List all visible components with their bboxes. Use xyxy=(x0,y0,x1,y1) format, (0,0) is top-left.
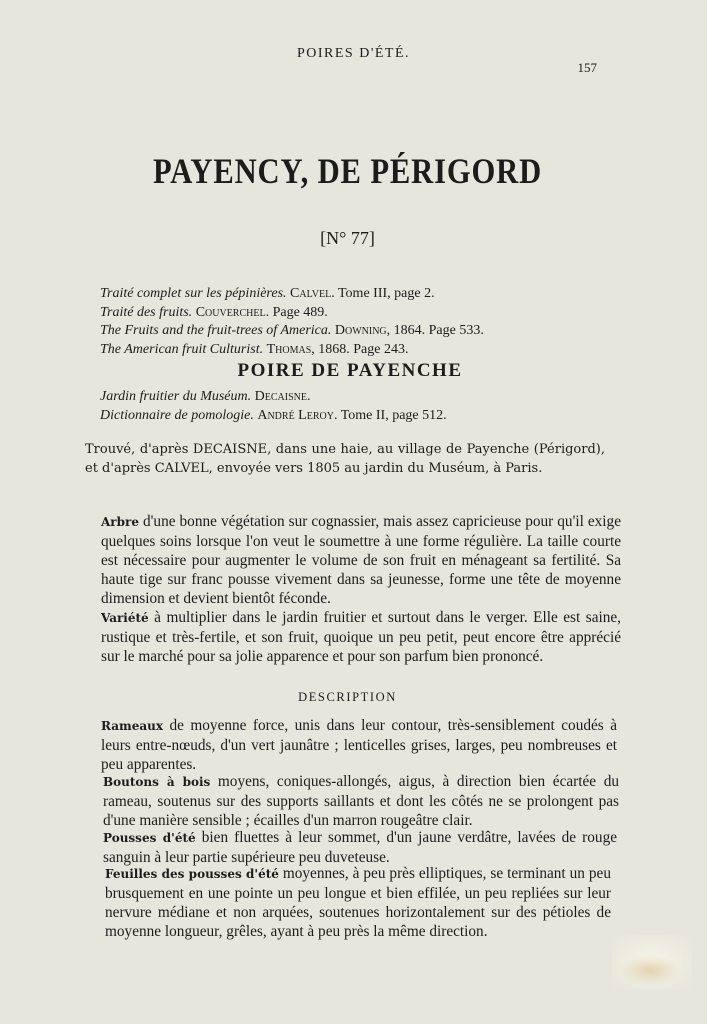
reference-details: Tome II, page 512. xyxy=(340,407,447,423)
variety-title: PAYENCY, DE PÉRIGORD xyxy=(152,151,543,191)
paragraph-lead: Variété xyxy=(101,611,149,625)
paragraph-text: bien fluettes à leur sommet, d'un jaune verdâtre, lavées de rouge sanguin à leur partie supérieure peu duveteuse. xyxy=(103,829,618,866)
reference-line xyxy=(100,322,620,341)
reference-author: Calvel. xyxy=(290,286,335,301)
page-number: 157 xyxy=(577,60,597,75)
reference-work: Dictionnaire de pomologie. xyxy=(100,407,254,423)
paragraph-lead: Rameaux xyxy=(101,719,164,733)
reference-author: Downing, xyxy=(334,323,391,338)
reference-author: Couverchel. xyxy=(195,304,270,320)
reference-details: 1868. Page 243. xyxy=(318,341,409,357)
stamp-mark xyxy=(620,955,680,985)
reference-author: Thomas, xyxy=(266,341,315,357)
paragraph-text: d'une bonne végétation sur cognassier, mais assez capricieuse pour qu'il exige quelques soins lorsque l'on veut le soumettre à une forme régulière. La taille courte est nécessaire pour augmenter le volume de son fruit en ménageant sa fertilité. Sa haute tige sur franc pousse vivement dans sa jeunesse, forme une tête de moyenne dimension et devient bientôt féconde. xyxy=(101,513,621,607)
variete-paragraph xyxy=(85,608,621,666)
reference-work: Jardin fruitier du Muséum. xyxy=(100,389,252,404)
running-header: POIRES D'ÉTÉ. xyxy=(296,46,411,61)
paragraph-lead: Arbre xyxy=(101,515,139,529)
reference-author: André Leroy. xyxy=(257,407,338,423)
paragraph-text: à multiplier dans le jardin fruitier et surtout dans le verger. Elle est saine, rustique et très-fertile, et son fruit, quoique un peu petit, peut encore être apprécié sur le marché pour sa jolie apparence et pour son parfum bien prononcé. xyxy=(101,609,621,665)
boutons-paragraph xyxy=(87,772,619,830)
paragraph-text: moyens, coniques-allongés, aigus, à direction bien écartée du rameau, soutenus sur des supports saillants et dont les côtés ne se prolongent pas d'une manière sensible ; écailles d'un marron rougeâtre clair. xyxy=(103,773,619,829)
reference-line xyxy=(100,341,620,360)
reference-work: The Fruits and the fruit-trees of America. xyxy=(100,323,332,338)
references-list xyxy=(100,285,620,359)
paragraph-text: de moyenne force, unis dans leur contour, très-sensiblement coudés à leurs entre-nœuds, d'un vert jaunâtre ; lenticelles grises, larges, peu nombreuses et peu apparentes. xyxy=(101,717,617,773)
synonym-title: POIRE DE PAYENCHE xyxy=(237,360,463,381)
reference-line xyxy=(100,304,620,323)
paragraph-lead: Feuilles des pousses d'été xyxy=(105,867,279,881)
paragraph-text: moyennes, à peu près elliptiques, se terminant un peu brusquement en une pointe un peu longue et bien effilée, un peu repliées sur leur nervure médiane et non arquées, soutenues horizontalement sur des pétioles de moyenne longueur, grêles, ayant à peu près la même direction. xyxy=(105,865,611,940)
feuilles-paragraph xyxy=(89,864,611,941)
description-heading: DESCRIPTION xyxy=(298,690,397,704)
reference-author: Decaisne. xyxy=(254,389,311,404)
reference-line xyxy=(100,285,620,304)
reference-line xyxy=(100,407,620,426)
reference-details: Page 489. xyxy=(272,304,328,320)
arbre-paragraph xyxy=(85,512,621,608)
reference-details: 1864. Page 533. xyxy=(393,323,484,338)
paragraph-lead: Pousses d'été xyxy=(103,831,196,845)
pousses-paragraph xyxy=(87,828,617,867)
variety-number: [N° 77] xyxy=(320,228,375,248)
reference-line xyxy=(100,388,620,407)
paragraph-lead: Boutons à bois xyxy=(103,775,211,789)
reference-details: Tome III, page 2. xyxy=(337,286,435,301)
reference-work: Traité complet sur les pépinières. xyxy=(100,286,287,301)
reference-work: Traité des fruits. xyxy=(100,304,193,320)
origin-paragraph: Trouvé, d'après DECAISNE, dans une haie, au village de Payenche (Périgord), et d'après CALVEL, envoyée vers 1805 au jardin du Muséum, à Paris. xyxy=(85,442,605,476)
synonym-references-list xyxy=(100,388,620,425)
reference-work: The American fruit Culturist. xyxy=(100,341,264,357)
rameaux-paragraph xyxy=(85,716,617,774)
